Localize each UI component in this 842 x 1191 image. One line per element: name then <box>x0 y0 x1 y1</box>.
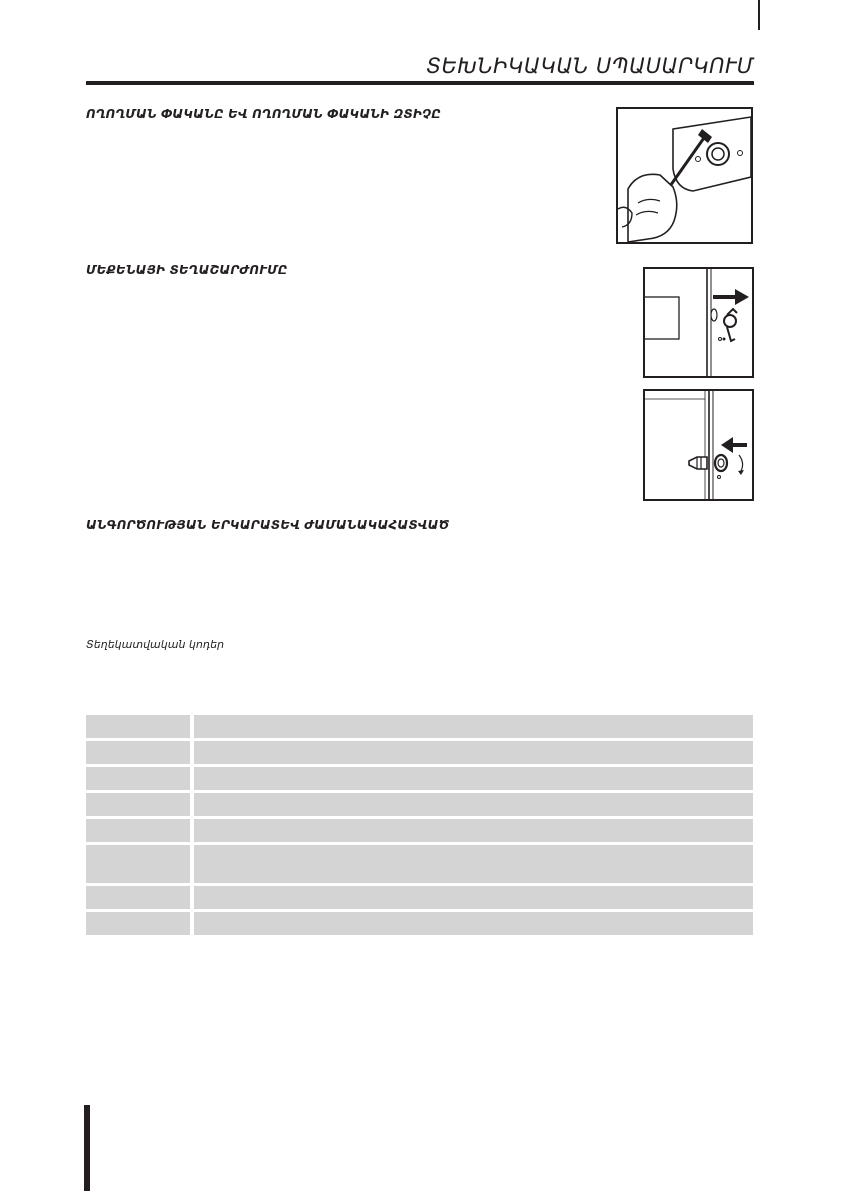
table-cell-value <box>194 767 753 790</box>
table-row <box>86 741 753 764</box>
figure-filter-cleaning <box>616 107 753 244</box>
table-row <box>86 767 753 790</box>
info-codes-table <box>86 712 753 938</box>
section-heading-drain-pump: ՈՂՈՂՄԱՆ ՓԱԿԱՆԸ ԵՎ ՈՂՈՂՄԱՆ ՓԱԿԱՆԻ ԶՏԻՉԸ <box>86 107 442 121</box>
table-row <box>86 819 753 842</box>
table-cell-value <box>194 845 753 883</box>
table-row <box>86 793 753 816</box>
transport-bolt-illustration <box>645 391 752 499</box>
crop-mark <box>758 0 760 30</box>
section-heading-moving-machine: ՄԵՔԵՆԱՅԻ ՏԵՂԱՇԱՐԺՈՒՄԸ <box>86 263 288 277</box>
table-cell-key <box>86 715 194 738</box>
table-cell-value <box>194 793 753 816</box>
table-cell-key <box>86 912 194 935</box>
table-cell-key <box>86 819 194 842</box>
table-cell-value <box>194 715 753 738</box>
page-title: ՏԵԽՆԻԿԱԿԱՆ ՍՊԱՍԱՐԿՈՒՄ <box>426 54 754 78</box>
figure-transport-bolt-remove <box>643 267 754 378</box>
header-rule <box>86 81 754 85</box>
table-cell-key <box>86 845 194 883</box>
arrow-left-icon <box>721 437 747 453</box>
section-heading-long-inactivity: ԱՆԳՈՐԾՈՒԹՅԱՆ ԵՐԿԱՐԱՏԵՎ ԺԱՄԱՆԱԿԱՀԱՏՎԱԾ <box>86 518 450 532</box>
table-cell-value <box>194 886 753 909</box>
table-cell-key <box>86 793 194 816</box>
table-row <box>86 715 753 738</box>
info-codes-label: Տեղեկատվական կոդեր <box>86 638 225 651</box>
figure-transport-bolt-insert <box>643 389 754 501</box>
table-cell-key <box>86 741 194 764</box>
table-cell-value <box>194 819 753 842</box>
arrow-right-icon <box>713 289 749 305</box>
table-cell-key <box>86 767 194 790</box>
table-cell-value <box>194 912 753 935</box>
table-row <box>86 912 753 935</box>
page-edge-bar <box>84 1105 90 1191</box>
transport-panel-illustration <box>645 269 752 376</box>
table-row <box>86 845 753 883</box>
brush-cleaning-filter-icon <box>618 109 751 242</box>
table-cell-value <box>194 741 753 764</box>
table-row <box>86 886 753 909</box>
table-cell-key <box>86 886 194 909</box>
